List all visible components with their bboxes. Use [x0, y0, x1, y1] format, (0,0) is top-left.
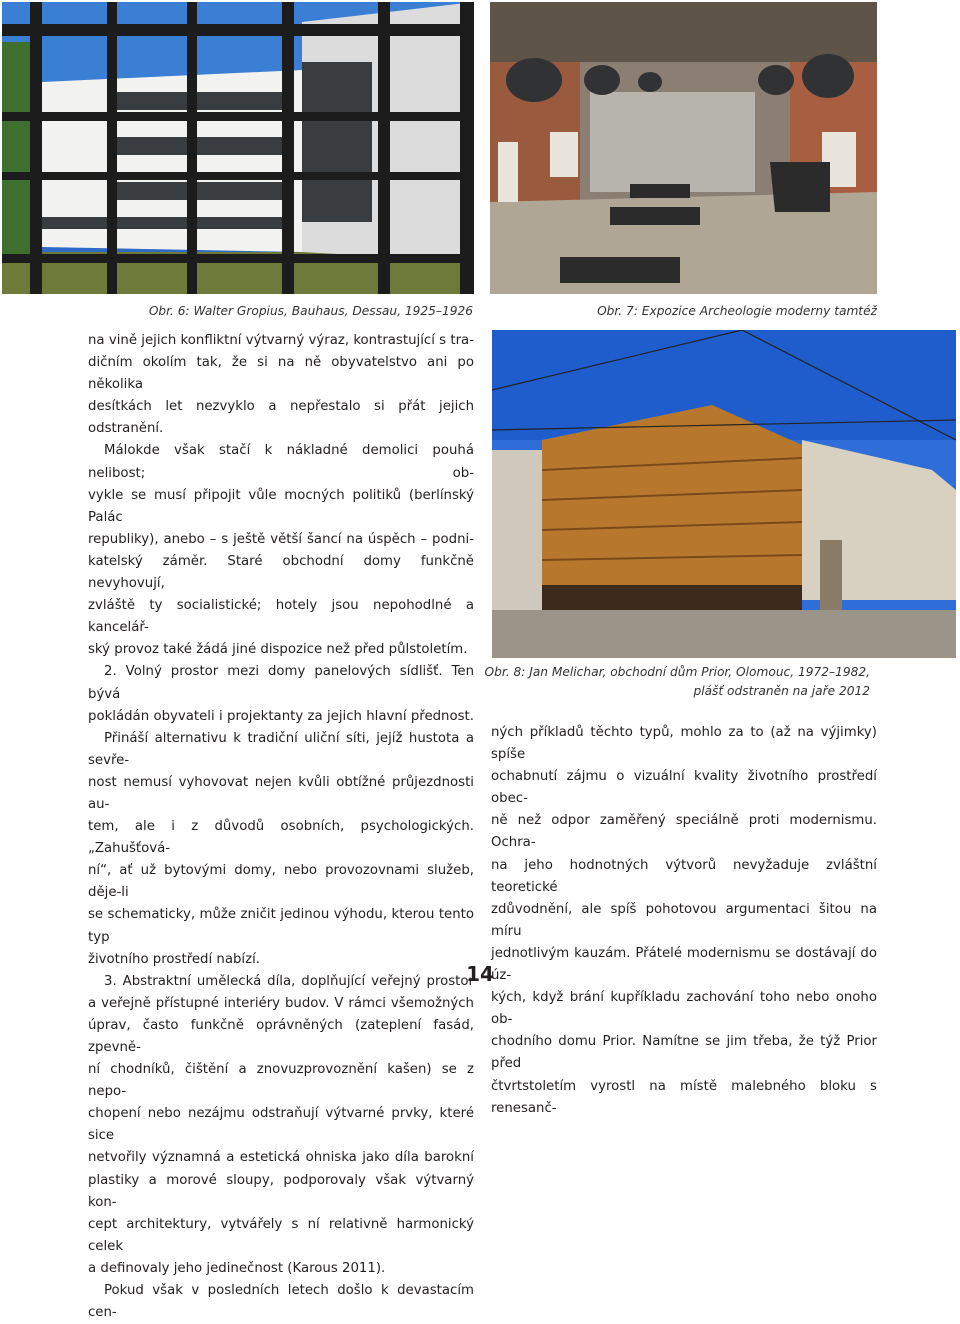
right-text-column [491, 722, 877, 1120]
text-line: Málokde však stačí k nákladné demolici pouhá nelibost; ob- [88, 443, 474, 481]
text-line: zvláště ty socialistické; hotely jsou nepohodlné a kancelář- [88, 598, 474, 636]
text-line: ský provoz také žádá jiné dispozice než před půlstoletím. [88, 642, 468, 658]
text-line: 3. Abstraktní umělecká díla, doplňující veřejný prostor [104, 973, 474, 989]
photo-archeology-exhibition [490, 2, 877, 294]
page-number: 14 [466, 962, 494, 986]
text-line: čtvrtstoletím vyrostl na místě malebného bloku s renesanč- [491, 1078, 877, 1116]
text-line: plastiky a morové sloupy, podporovaly však výtvarný kon- [88, 1172, 474, 1210]
text-line: Pokud však v posledních letech došlo k devastacím cen- [88, 1283, 474, 1321]
text-line: katelský záměr. Staré obchodní domy funkčně nevyhovují, [88, 553, 474, 592]
text-line: nost nemusí vyhovovat nejen kvůli obtížné průjezdnosti au- [88, 774, 474, 812]
text-line: ných příkladů těchto typů, mohlo za to (až na výjimky) spíše [491, 725, 877, 763]
text-line: jednotlivým kauzám. Přátelé modernismu se dostávají do úz- [491, 945, 877, 984]
text-line: cept architektury, vytvářely s ní relativně harmonický celek [88, 1216, 474, 1254]
text-line: ní chodníků, čištění a znovuzprovoznění kašen) se z nepo- [88, 1062, 474, 1100]
text-line: zdůvodnění, ale spíš pohotovou argumentaci šitou na míru [491, 901, 877, 939]
text-line: a definovaly jeho jedinečnost (Karous 2011). [88, 1260, 386, 1276]
text-line: ní“, ať už bytovými domy, nebo provozovnami služeb, děje-li [88, 863, 474, 901]
text-line: chopení nebo nezájmu odstraňují výtvarné prvky, které sice [88, 1106, 474, 1144]
caption-archeology-exhibition: Obr. 7: Expozice Archeologie moderny tamtéž [597, 304, 877, 318]
text-line: úprav, často funkčně oprávněných (zateplení fasád, zpevně- [88, 1017, 474, 1055]
photo-prior-department-store [492, 330, 956, 658]
caption-prior-line1: Obr. 8: Jan Melichar, obchodní dům Prior, Olomouc, 1972–1982, [484, 665, 870, 679]
caption-bauhaus: Obr. 6: Walter Gropius, Bauhaus, Dessau, 1925–1926 [148, 304, 473, 318]
text-line: ochabnutí zájmu o vizuální kvality životního prostředí obec- [491, 769, 877, 807]
text-line: netvořily významná a estetická ohniska jako díla barokní [88, 1150, 474, 1166]
text-line: životního prostředí nabízí. [88, 951, 261, 967]
left-text-column [88, 330, 474, 1324]
text-line: pokládán obyvateli i projektanty za jejich hlavní přednost. [88, 708, 474, 724]
text-line: desítkách let nezvyklo a nepřestalo si přát jejich odstranění. [88, 399, 474, 437]
caption-prior-line2: plášť odstraněn na jaře 2012 [693, 684, 870, 698]
text-line: se schematicky, může zničit jedinou výhodu, kterou tento typ [88, 907, 474, 945]
text-line: kých, když brání kupříkladu zachování toho nebo onoho ob- [491, 990, 877, 1028]
text-line: Přináší alternativu k tradiční uliční síti, jejíž hustota a sevře- [88, 730, 474, 768]
photo-bauhaus [2, 2, 474, 294]
text-line: tem, ale i z důvodů osobních, psychologických. „Zahušťová- [88, 819, 474, 857]
text-line: dičním okolím tak, že si na ně obyvatelstvo ani po několika [88, 355, 474, 393]
text-line: vykle se musí připojit vůle mocných politiků (berlínský Palác [88, 487, 474, 525]
text-line: ně než odpor zaměřený speciálně proti modernismu. Ochra- [491, 813, 877, 851]
text-line: republiky), anebo – s ještě větší šancí na úspěch – podni- [88, 531, 474, 547]
text-line: na vině jejich konfliktní výtvarný výraz, kontrastující s tra- [88, 333, 474, 348]
text-line: a veřejně přístupné interiéry budov. V rámci všemožných [88, 995, 474, 1011]
text-line: 2. Volný prostor mezi domy panelových sídlišť. Ten bývá [88, 664, 474, 702]
text-line: na jeho hodnotných výtvorů nevyžaduje zvláštní teoretické [491, 857, 877, 895]
text-line: chodního domu Prior. Namítne se jim třeba, že týž Prior před [491, 1034, 877, 1072]
